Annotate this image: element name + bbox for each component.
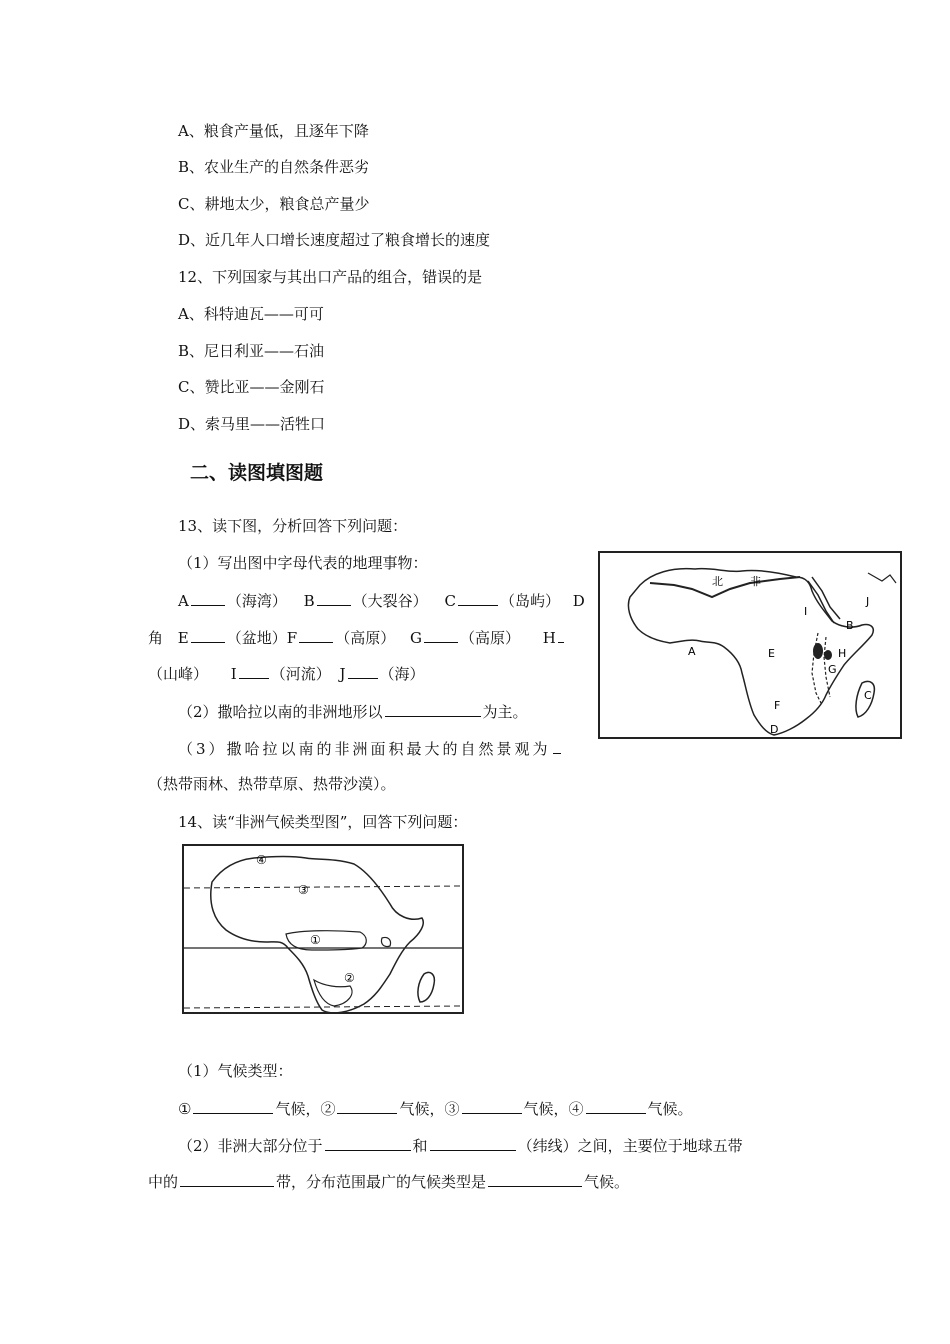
q13-row3: （山峰） I （河流） J （海） (148, 665, 425, 683)
q11-option-a: A、粮食产量低，且逐年下降 (178, 122, 369, 140)
q12-option-d: D、索马里——活牲口 (178, 415, 326, 433)
blank-climate-4[interactable] (586, 1098, 646, 1114)
q13-part2: （2）撒哈拉以南的非洲地形以 为主。 (178, 703, 528, 721)
climate-label-4: ④ (256, 853, 267, 867)
blank-f[interactable] (299, 627, 333, 643)
q13-part3: （3）撒哈拉以南的非洲面积最大的自然景观为 (178, 738, 563, 759)
blank-latitude-1[interactable] (325, 1135, 411, 1151)
q11-option-b: B、农业生产的自然条件恶劣 (178, 158, 370, 176)
q13-part3-options: （热带雨林、热带草原、热带沙漠）。 (148, 775, 396, 793)
q14-climate-blanks: ① 气候，② 气候，③ 气候，④ 气候。 (178, 1100, 693, 1118)
blank-climate-1[interactable] (193, 1098, 273, 1114)
africa-landform-map (598, 551, 902, 739)
map-label-e: E (768, 647, 775, 660)
blank-climate-2[interactable] (337, 1098, 397, 1114)
blank-a[interactable] (191, 590, 225, 606)
q12-option-b: B、尼日利亚——石油 (178, 342, 325, 360)
blank-climate-3[interactable] (462, 1098, 522, 1114)
map-label-fei: 非 (750, 575, 761, 588)
blank-c[interactable] (458, 590, 498, 606)
blank-terrain[interactable] (385, 701, 481, 717)
blank-landscape[interactable] (553, 738, 561, 754)
map-label-i: I (804, 605, 808, 618)
blank-latitude-2[interactable] (430, 1135, 516, 1151)
q11-option-d: D、近几年人口增长速度超过了粮食增长的速度 (178, 231, 491, 249)
blank-i[interactable] (239, 663, 269, 679)
section-2-title: 二、读图填图题 (190, 462, 324, 484)
map-label-h: H (838, 647, 847, 660)
q14-part2-cont: 中的 带，分布范围最广的气候类型是 气候。 (148, 1173, 630, 1191)
blank-h[interactable] (558, 627, 564, 643)
map-label-b: B (846, 619, 854, 632)
blank-j[interactable] (348, 663, 378, 679)
map-label-a: A (688, 645, 696, 658)
blank-e[interactable] (191, 627, 225, 643)
blank-g[interactable] (424, 627, 458, 643)
climate-label-2: ② (344, 971, 355, 985)
q11-option-c: C、耕地太少，粮食总产量少 (178, 195, 370, 213)
q14-part2: （2）非洲大部分位于 和 （纬线）之间，主要位于地球五带 (178, 1137, 743, 1155)
q13-part1: （1）写出图中字母代表的地理事物： (178, 554, 428, 572)
q14-part1: （1）气候类型： (178, 1062, 293, 1080)
blank-zone[interactable] (180, 1171, 274, 1187)
map-label-g: G (828, 663, 837, 676)
q14-stem: 14、读“非洲气候类型图”，回答下列问题： (178, 813, 468, 831)
blank-climate-widest[interactable] (488, 1171, 582, 1187)
q12-option-a: A、科特迪瓦——可可 (178, 305, 324, 323)
climate-label-1: ① (310, 933, 321, 947)
q13-row2: 角 E （盆地）F （高原） G （高原） H (148, 627, 566, 648)
q12-option-c: C、赞比亚——金刚石 (178, 378, 325, 396)
q13-row1: A （海湾） B （大裂谷） C （岛屿） D (178, 592, 585, 610)
africa-climate-map (182, 844, 464, 1014)
q12-stem: 12、下列国家与其出口产品的组合，错误的是 (178, 268, 483, 286)
q13-stem: 13、读下图，分析回答下列问题： (178, 517, 408, 535)
map-label-c: C (864, 689, 872, 702)
blank-b[interactable] (317, 590, 351, 606)
map-label-f: F (774, 699, 781, 712)
climate-label-3: ③ (298, 883, 309, 897)
map-label-j: J (866, 595, 870, 608)
map-label-bei: 北 (712, 575, 723, 588)
map-label-d: D (770, 723, 779, 736)
